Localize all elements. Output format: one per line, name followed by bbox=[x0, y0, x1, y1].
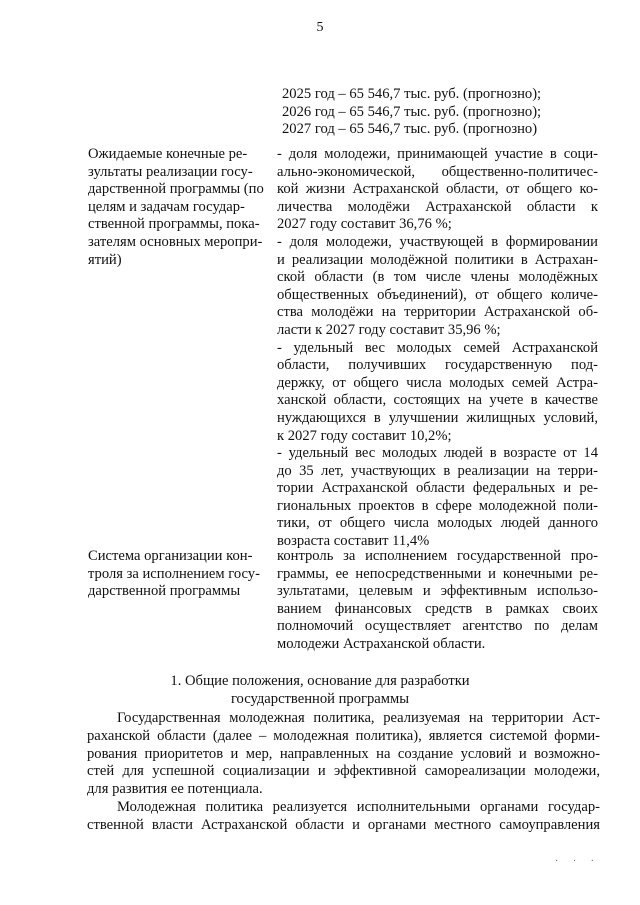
results-value bbox=[277, 146, 598, 551]
results-value-line: - доля молодежи, принимающей участие в соци- bbox=[277, 146, 598, 162]
results-value-line: личества молодёжи Астраханской области к bbox=[277, 198, 598, 215]
results-value-line: гиональных проектов в сфере молодежной поли- bbox=[277, 497, 598, 514]
control-label-line: дарственной программы bbox=[88, 583, 241, 600]
control-value-line: молодежи Астраханской области. bbox=[277, 635, 486, 652]
results-value-line: ской области (в том числе члены молодёжных bbox=[277, 269, 598, 286]
results-label-line: ственной программы, пока- bbox=[88, 216, 260, 233]
control-value-line: контроль за исполнением государственной про- bbox=[277, 548, 598, 564]
section-heading-line: 1. Общие положения, основание для разработки bbox=[170, 673, 470, 689]
paragraph-line: рования приоритетов и мер, направленных на создание условий и возможно- bbox=[87, 745, 600, 762]
funding-lines bbox=[282, 86, 541, 139]
results-value-line: до 35 лет, участвующих в реализации на терри- bbox=[277, 462, 598, 479]
section-heading bbox=[0, 673, 640, 708]
funding-line: 2025 год – 65 546,7 тыс. руб. (прогнозно); bbox=[282, 86, 542, 102]
results-label-line: зультаты реализации госу- bbox=[88, 163, 253, 180]
page-number: 5 bbox=[316, 20, 324, 35]
control-label bbox=[88, 548, 260, 601]
section-heading-line: государственной программы bbox=[230, 690, 410, 707]
results-label-line: целям и задачам государ- bbox=[88, 198, 245, 215]
results-value-line: общественных объединений), от общего количе- bbox=[277, 286, 598, 303]
results-value-line: нуждающихся в улучшении жилищных условий, bbox=[277, 409, 598, 426]
results-label-line: Ожидаемые конечные ре- bbox=[88, 146, 248, 162]
results-value-line: возраста составит 11,4% bbox=[277, 533, 430, 550]
results-value-line: - удельный вес молодых семей Астраханской bbox=[277, 339, 598, 356]
control-label-line: троля за исполнением госу- bbox=[88, 565, 260, 582]
results-value-line: ально-экономической, общественно-политичес- bbox=[277, 163, 598, 180]
results-value-line: ства молодёжи на территории Астраханской об- bbox=[277, 304, 598, 321]
results-value-line: тики, от общего числа молодых людей данного bbox=[277, 515, 598, 532]
funding-line: 2027 год – 65 546,7 тыс. руб. (прогнозно) bbox=[282, 121, 538, 138]
control-value-line: полномочий осуществляет агентство по делам bbox=[277, 618, 598, 635]
results-label-line: дарственной программы (по bbox=[88, 181, 264, 198]
results-label-line: ятий) bbox=[88, 251, 122, 268]
results-value-line: держку, от общего числа молодых семей Астра- bbox=[277, 374, 598, 391]
results-value-line: кой жизни Астраханской области, от общего ко- bbox=[277, 181, 598, 198]
control-value-line: зультатами, целевым и эффективным использо- bbox=[277, 583, 598, 600]
control-value-line: ванием финансовых средств в рамках своих bbox=[277, 600, 598, 617]
section-body bbox=[87, 710, 600, 835]
results-value-line: к 2027 году составит 10,2%; bbox=[277, 427, 452, 444]
results-value-line: 2027 году составит 36,76 %; bbox=[277, 216, 452, 233]
control-value-line: граммы, ее непосредственными и конечными ре- bbox=[277, 565, 598, 582]
control-label-line: Система организации кон- bbox=[88, 548, 253, 564]
results-value-line: ханской области, состоящих на учете в качестве bbox=[277, 392, 598, 409]
funding-line: 2026 год – 65 546,7 тыс. руб. (прогнозно); bbox=[282, 103, 542, 120]
paragraph-line: стей для успешной социализации и эффективной самореализации молодежи, bbox=[87, 763, 600, 780]
results-value-line: области, получивших государственную под- bbox=[277, 357, 598, 374]
paragraph-line: для развития ее потенциала. bbox=[87, 781, 263, 798]
scan-artifact-dots: · · · bbox=[555, 856, 600, 867]
paragraph-line: раханской области (далее – молодежная политика), является системой форми- bbox=[87, 727, 600, 744]
results-value-line: тории Астраханской области федеральных и ре- bbox=[277, 480, 598, 497]
control-value bbox=[277, 548, 598, 654]
results-value-line: ласти к 2027 году составит 35,96 %; bbox=[277, 321, 501, 338]
results-value-line: и реализации молодёжной политики в Астрахан- bbox=[277, 251, 598, 268]
results-label bbox=[88, 146, 264, 269]
paragraph-line: Молодежная политика реализуется исполнительными органами государ- bbox=[117, 798, 600, 815]
results-value-line: - доля молодежи, участвующей в формировании bbox=[277, 233, 598, 250]
paragraph-line: Государственная молодежная политика, реализуемая на территории Аст- bbox=[117, 710, 600, 726]
paragraph-line: ственной власти Астраханской области и органами местного самоуправления bbox=[87, 816, 600, 833]
results-label-line: зателям основных меропри- bbox=[88, 233, 263, 250]
results-value-line: - удельный вес молодых людей в возрасте от 14 bbox=[277, 445, 598, 462]
